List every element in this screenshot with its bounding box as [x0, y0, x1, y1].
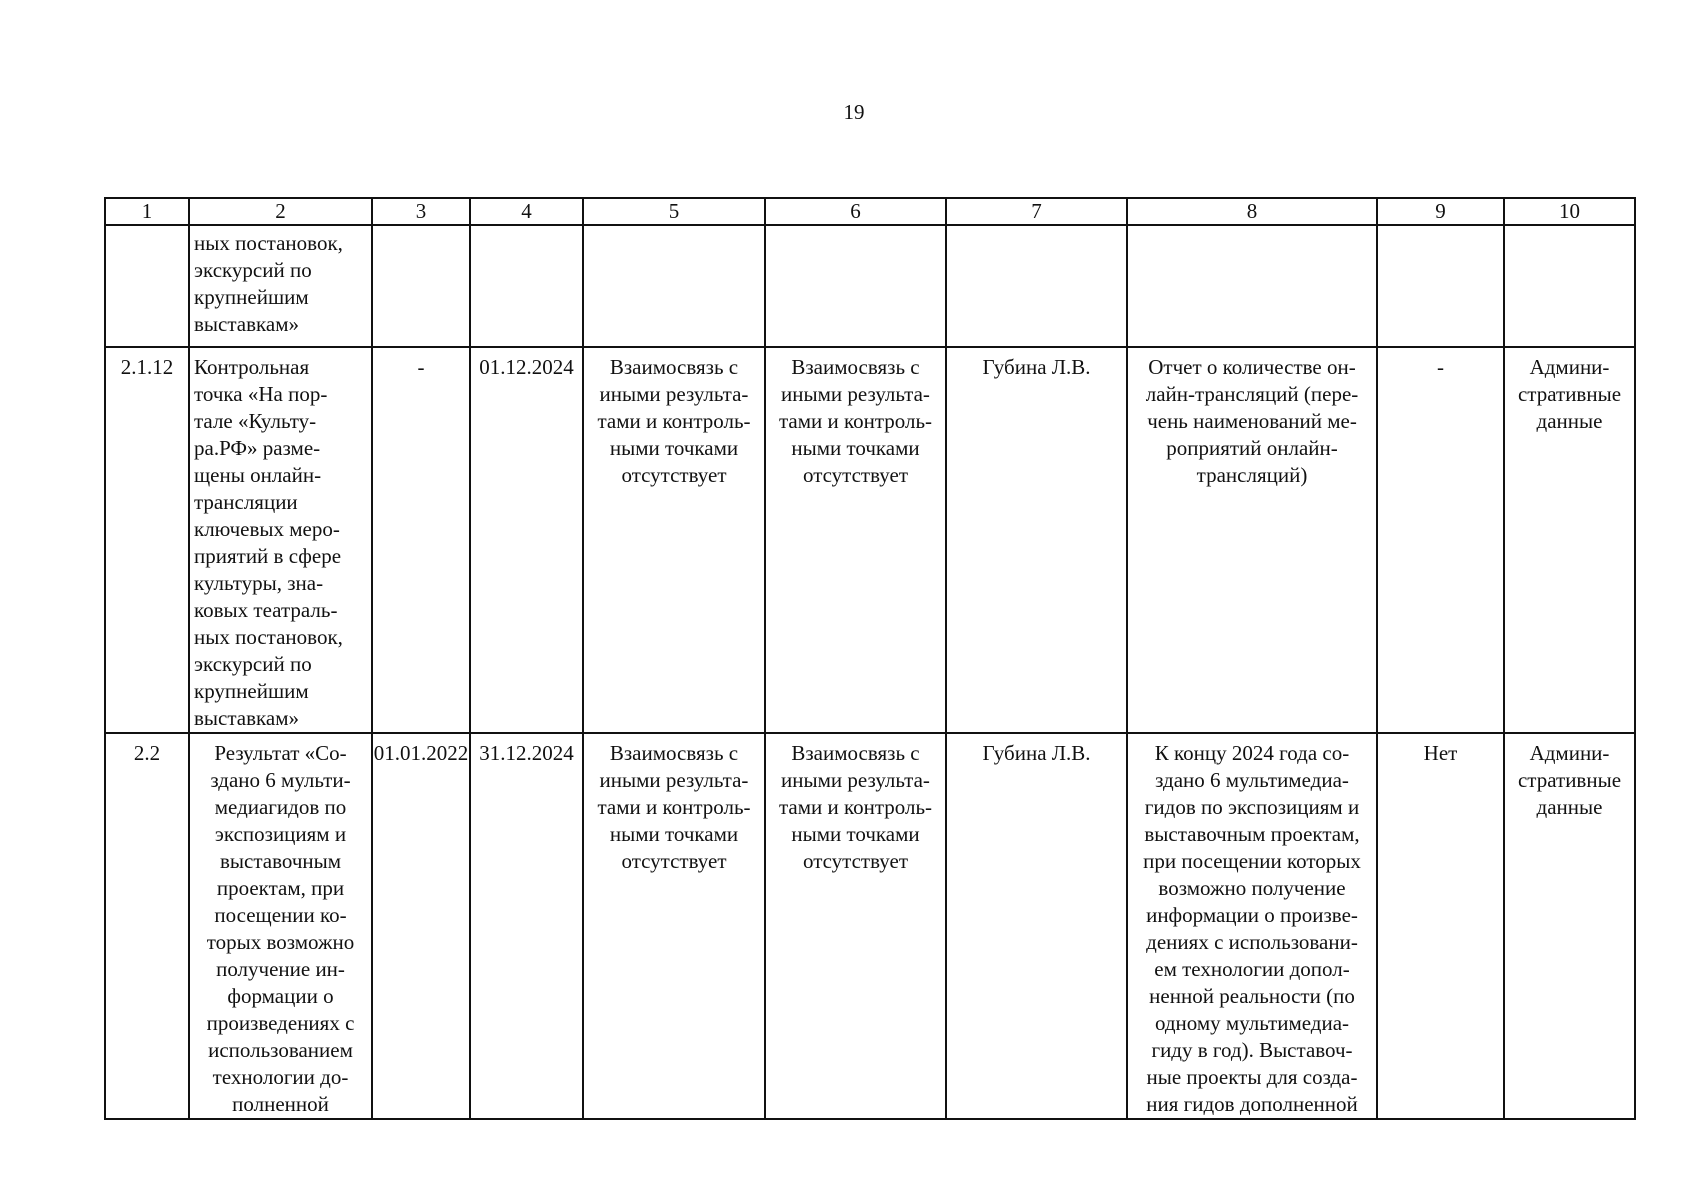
cell-responsible: Губина Л.В.	[946, 733, 1127, 1119]
cell-name: Контрольная точка «На пор- тале «Культу- ра.РФ» разме- щены онлайн- трансляции ключевых меро- приятий в сфере культуры, зна- ковых театраль- ных постановок, экскурсий по крупнейшим выставкам»	[189, 347, 372, 733]
cell-source: Админи- стративные данные	[1504, 347, 1635, 733]
data-table	[104, 197, 1636, 1120]
cell-end-date	[470, 225, 583, 347]
cell-col5: Взаимосвязь с иными результа- тами и контроль- ными точками отсутствует	[583, 733, 765, 1119]
column-header: 9	[1377, 198, 1504, 225]
column-header: 4	[470, 198, 583, 225]
cell-description: Отчет о количестве он- лайн-трансляций (пере- чень наименований ме- роприятий онлайн- трансляций)	[1127, 347, 1377, 733]
column-header: 1	[105, 198, 189, 225]
cell-end-date: 31.12.2024	[470, 733, 583, 1119]
column-header: 3	[372, 198, 470, 225]
column-header: 5	[583, 198, 765, 225]
cell-number: 2.1.12	[105, 347, 189, 733]
cell-number: 2.2	[105, 733, 189, 1119]
cell-start-date: 01.01.2022	[372, 733, 470, 1119]
column-header: 8	[1127, 198, 1377, 225]
table-row	[105, 225, 1635, 347]
column-header: 2	[189, 198, 372, 225]
cell-description	[1127, 225, 1377, 347]
cell-name: Результат «Со- здано 6 мульти- медиагидов по экспозициям и выставочным проектам, при посещении ко- торых возможно получение ин- формации о произведениях с использованием технологии до- полненной	[189, 733, 372, 1119]
column-header: 6	[765, 198, 946, 225]
cell-responsible: Губина Л.В.	[946, 347, 1127, 733]
table-row	[105, 733, 1635, 1119]
column-header: 10	[1504, 198, 1635, 225]
cell-col5: Взаимосвязь с иными результа- тами и контроль- ными точками отсутствует	[583, 347, 765, 733]
cell-col9: -	[1377, 347, 1504, 733]
cell-description: К концу 2024 года со- здано 6 мультимедиа- гидов по экспозициям и выставочным проектам, при посещении которых возможно получение информации о произве- дениях с использовани- ем технологии допол- ненной реальности (по одному мультимедиа- гиду в год). Выставоч- ные проекты для созда- ния гидов дополненной	[1127, 733, 1377, 1119]
cell-source	[1504, 225, 1635, 347]
header-row	[105, 198, 1635, 225]
cell-col9	[1377, 225, 1504, 347]
cell-end-date: 01.12.2024	[470, 347, 583, 733]
cell-col5	[583, 225, 765, 347]
cell-number	[105, 225, 189, 347]
cell-col6: Взаимосвязь с иными результа- тами и контроль- ными точками отсутствует	[765, 733, 946, 1119]
cell-start-date: -	[372, 347, 470, 733]
cell-col9: Нет	[1377, 733, 1504, 1119]
cell-source: Админи- стративные данные	[1504, 733, 1635, 1119]
page-number: 19	[843, 100, 865, 124]
cell-responsible	[946, 225, 1127, 347]
column-header: 7	[946, 198, 1127, 225]
cell-start-date	[372, 225, 470, 347]
table-row	[105, 347, 1635, 733]
cell-name: ных постановок, экскурсий по крупнейшим выставкам»	[189, 225, 372, 347]
cell-col6	[765, 225, 946, 347]
cell-col6: Взаимосвязь с иными результа- тами и контроль- ными точками отсутствует	[765, 347, 946, 733]
